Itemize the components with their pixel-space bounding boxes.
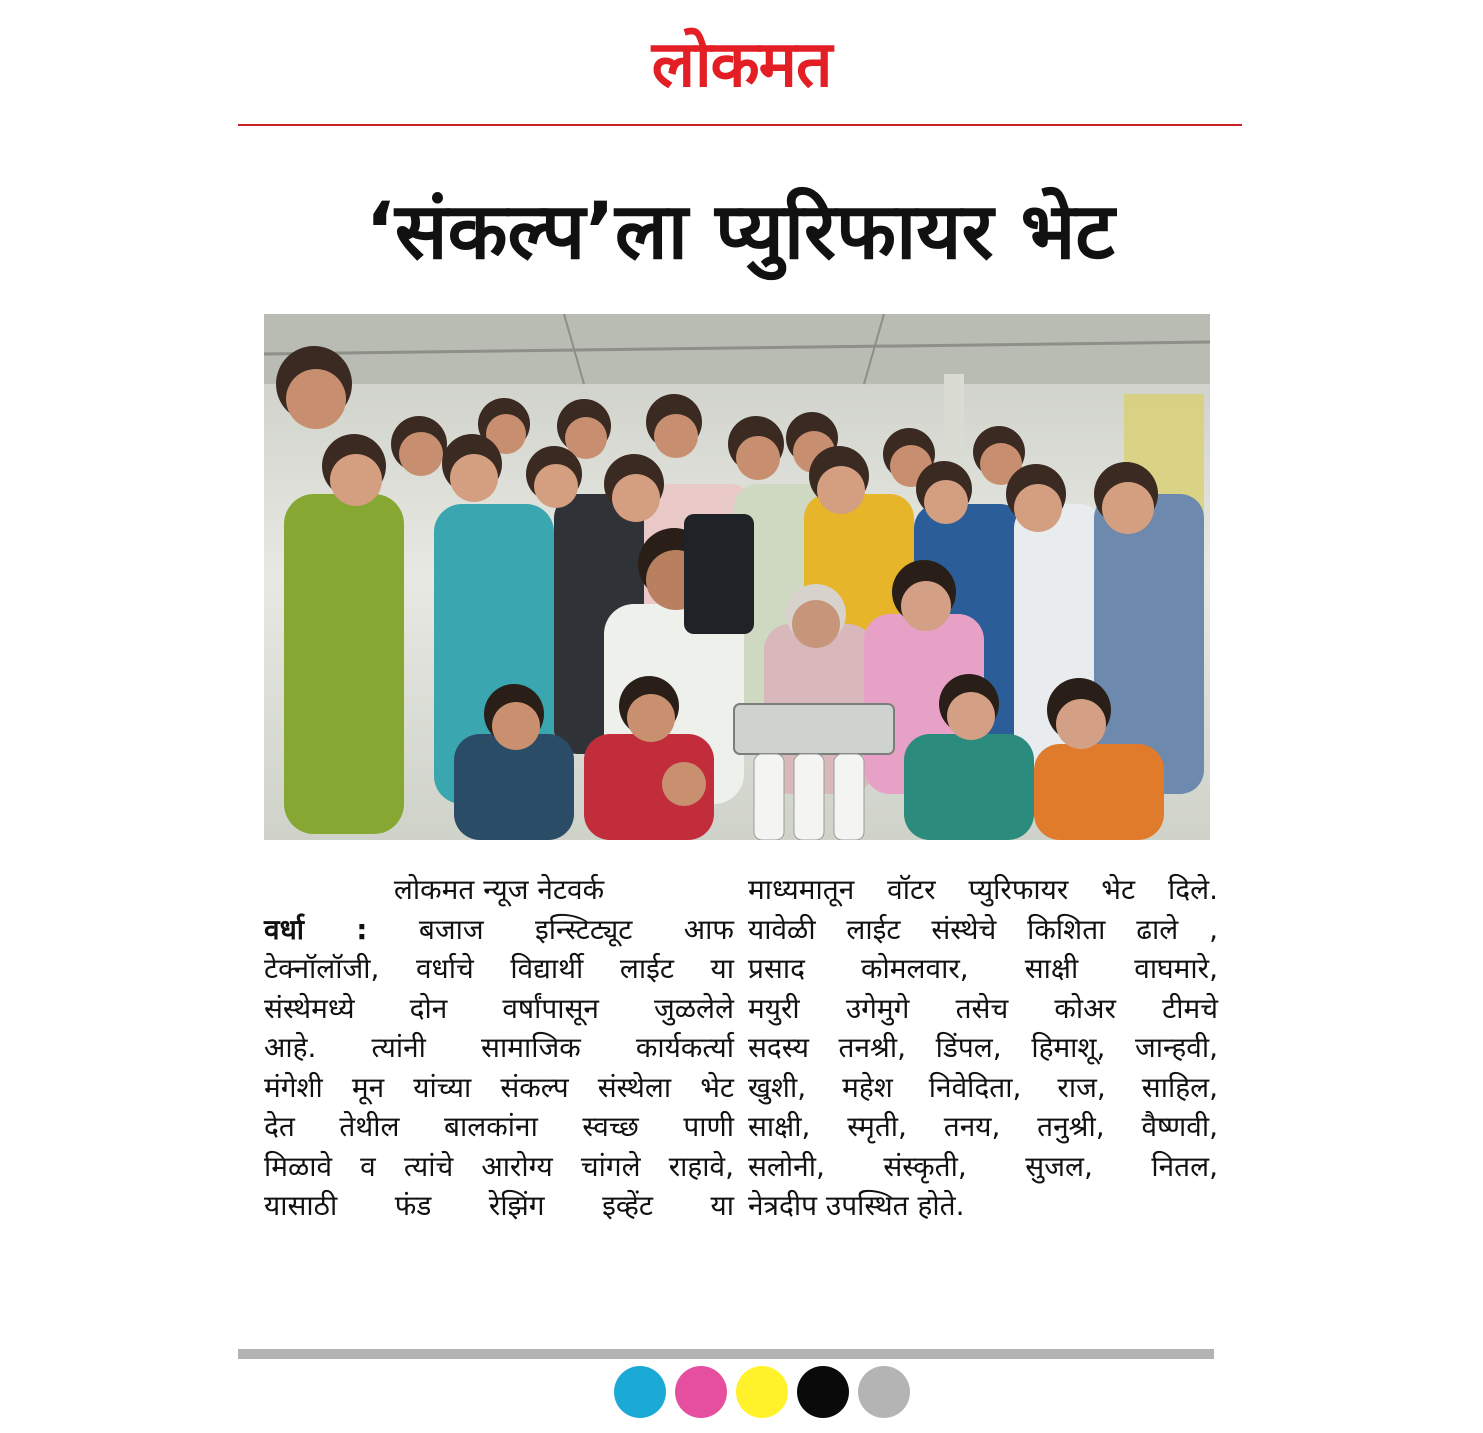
article-line: प्रसाद कोमलवार, साक्षी वाघमारे, xyxy=(748,952,1218,985)
article-line: खुशी, महेश निवेदिता, राज, साहिल, xyxy=(748,1070,1218,1104)
article-line: आहे. त्यांनी सामाजिक कार्यकर्त्या xyxy=(264,1031,734,1064)
black-swatch xyxy=(797,1366,849,1418)
article-line: संस्थेमध्ये दोन वर्षांपासून जुळलेले xyxy=(264,991,734,1025)
gray-swatch xyxy=(858,1366,910,1418)
registration-marks xyxy=(614,1366,914,1422)
article-line: मयुरी उगेमुगे तसेच कोअर टीमचे xyxy=(748,991,1218,1025)
article-line: साक्षी, स्मृती, तनय, तनुश्री, वैष्णवी, xyxy=(748,1110,1218,1143)
magenta-swatch xyxy=(675,1366,727,1418)
article-line: टेक्नॉलॉजी, वर्धाचे विद्यार्थी लाईट या xyxy=(264,952,734,985)
article-photo xyxy=(264,314,1210,840)
cyan-swatch xyxy=(614,1366,666,1418)
article-dateline: वर्धा : xyxy=(264,912,368,946)
article-line: नेत्रदीप उपस्थित होते. xyxy=(748,1189,965,1222)
article-byline: लोकमत न्यूज नेटवर्क xyxy=(393,873,605,906)
masthead-divider xyxy=(238,124,1242,126)
yellow-swatch xyxy=(736,1366,788,1418)
article-line: सलोनी, संस्कृती, सुजल, नितल, xyxy=(748,1149,1218,1183)
article-column-left xyxy=(264,870,734,1226)
group-photo-image xyxy=(264,314,1210,840)
footer-divider xyxy=(238,1349,1214,1359)
article-line: यासाठी फंड रेझिंग इव्हेंट या xyxy=(264,1189,734,1222)
article-line: सदस्य तनश्री, डिंपल, हिमाशू, जान्हवी, xyxy=(748,1031,1218,1064)
article-line-text: बजाज इन्स्टिट्यूट आफ xyxy=(418,912,734,946)
masthead-logo: लोकमत xyxy=(651,28,832,102)
article-column-right xyxy=(748,870,1218,1226)
article-line: मिळावे व त्यांचे आरोग्य चांगले राहावे, xyxy=(264,1149,734,1183)
article-line: देत तेथील बालकांना स्वच्छ पाणी xyxy=(264,1110,734,1143)
article-headline: ‘संकल्प’ला प्युरिफायर भेट xyxy=(365,187,1115,277)
article-line: माध्यमातून वॉटर प्युरिफायर भेट दिले. xyxy=(748,873,1218,906)
article-line xyxy=(264,910,734,950)
article-line: मंगेशी मून यांच्या संकल्प संस्थेला भेट xyxy=(264,1070,734,1104)
article-line: यावेळी लाईट संस्थेचे किशिता ढाले , xyxy=(748,912,1218,946)
